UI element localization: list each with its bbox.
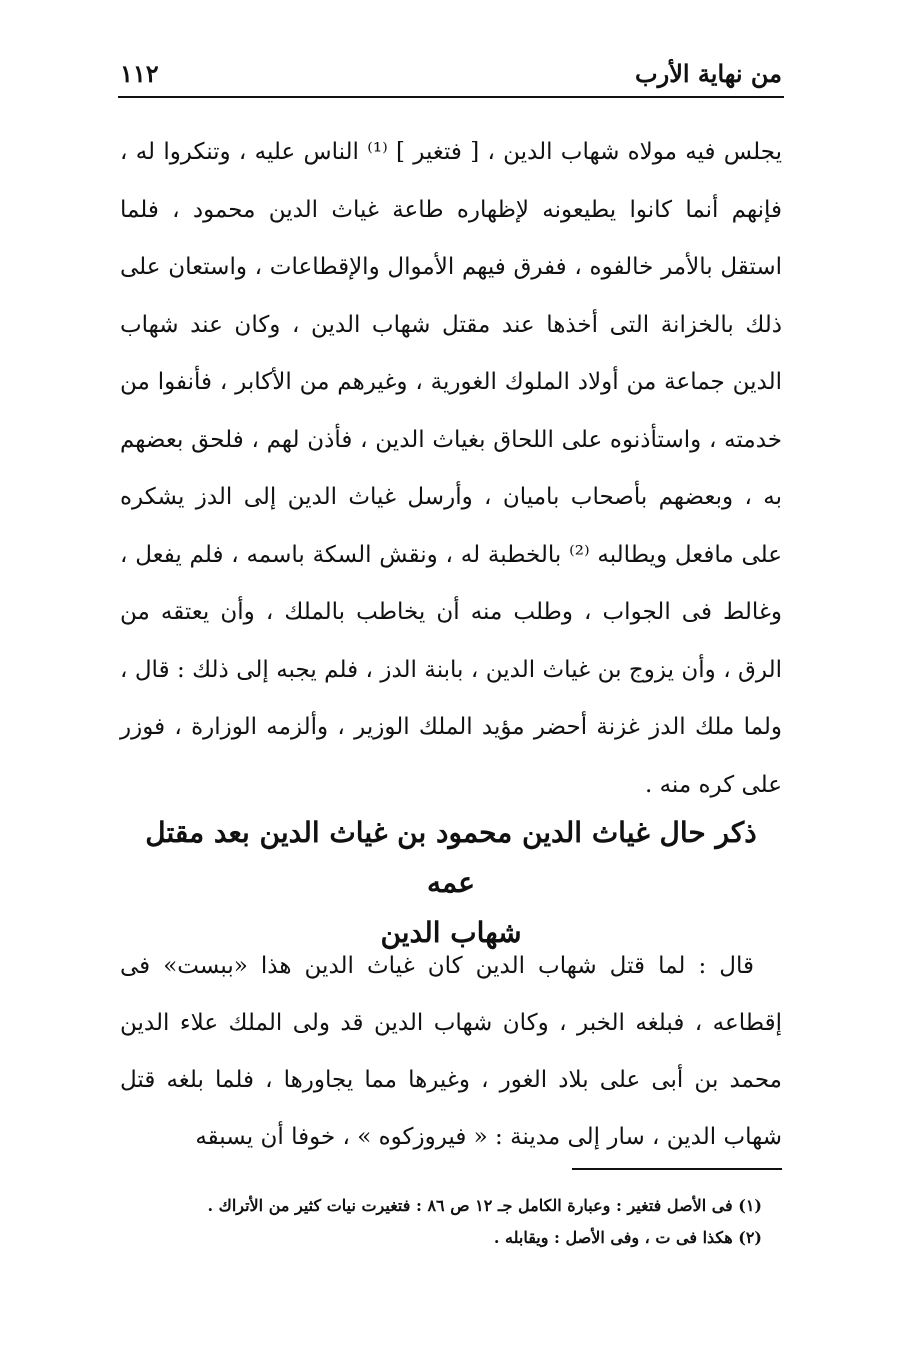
footnote-2: (٢) هكذا فى ت ، وفى الأصل : ويقابله . — [493, 1228, 762, 1247]
footnotes — [120, 1190, 762, 1254]
section-heading-line-1: ذكر حال غياث الدين محمود بن غياث الدين بعد مقتل عمه — [145, 816, 757, 899]
paragraph: يجلس فيه مولاه شهاب الدين ، [ فتغير ] ⁽¹⁾ الناس عليه ، وتنكروا له ، فإنهم أنما كانوا يطيعونه لإظهاره طاعة غياث الدين محمود ، فلما استقل بالأمر خالفوه ، ففرق فيهم الأموال والإقطاعات ، واستعان على ذلك بالخزانة التى أخذها عند مقتل شهاب الدين ، وكان عند شهاب الدين جماعة من أولاد الملوك الغورية ، وغيرهم من الأكابر ، فأنفوا من خدمته ، واستأذنوه على اللحاق بغياث الدين ، فأذن لهم ، فلحق بعضهم به ، وبعضهم بأصحاب باميان ، وأرسل غياث الدين إلى الدز يشكره على مافعل ويطالبه ⁽²⁾ بالخطبة له ، ونقش السكة باسمه ، فلم يفعل ، وغالط فى الجواب ، وطلب منه أن يخاطب بالملك ، وأن يعتقه من الرق ، وأن يزوج بن غياث الدين ، بابنة الدز ، فلم يجبه إلى ذلك : قال ، ولما ملك الدز غزنة أحضر مؤيد الملك الوزير ، وألزمه الوزارة ، فوزر على كره منه . — [120, 139, 782, 798]
section-heading-line-2: شهاب الدين — [380, 916, 522, 949]
running-header — [120, 52, 782, 94]
paragraph: قال : لما قتل شهاب الدين كان غياث الدين هذا «ببست» فى إقطاعه ، فبلغه الخبر ، وكان شهاب الدين قد ولى الملك علاء الدين محمد بن أبى على بلاد الغور ، وغيرها مما يجاورها ، فلما بلغه قتل شهاب الدين ، سار إلى مدينة : « فيروزكوه » ، خوفا أن يسبقه — [120, 953, 782, 1150]
running-title: من نهاية الأرب — [635, 58, 782, 88]
footnote-1: (١) فى الأصل فتغير : وعبارة الكامل جـ ١٢ ص ٨٦ : فتغيرت نيات كثير من الأتراك . — [207, 1196, 762, 1215]
body-text-upper — [120, 124, 782, 814]
header-rule — [118, 96, 784, 98]
body-text-lower — [120, 938, 782, 1166]
section-heading — [120, 808, 782, 958]
page-number: ١١٢ — [120, 58, 159, 88]
footnote-rule — [572, 1168, 782, 1170]
